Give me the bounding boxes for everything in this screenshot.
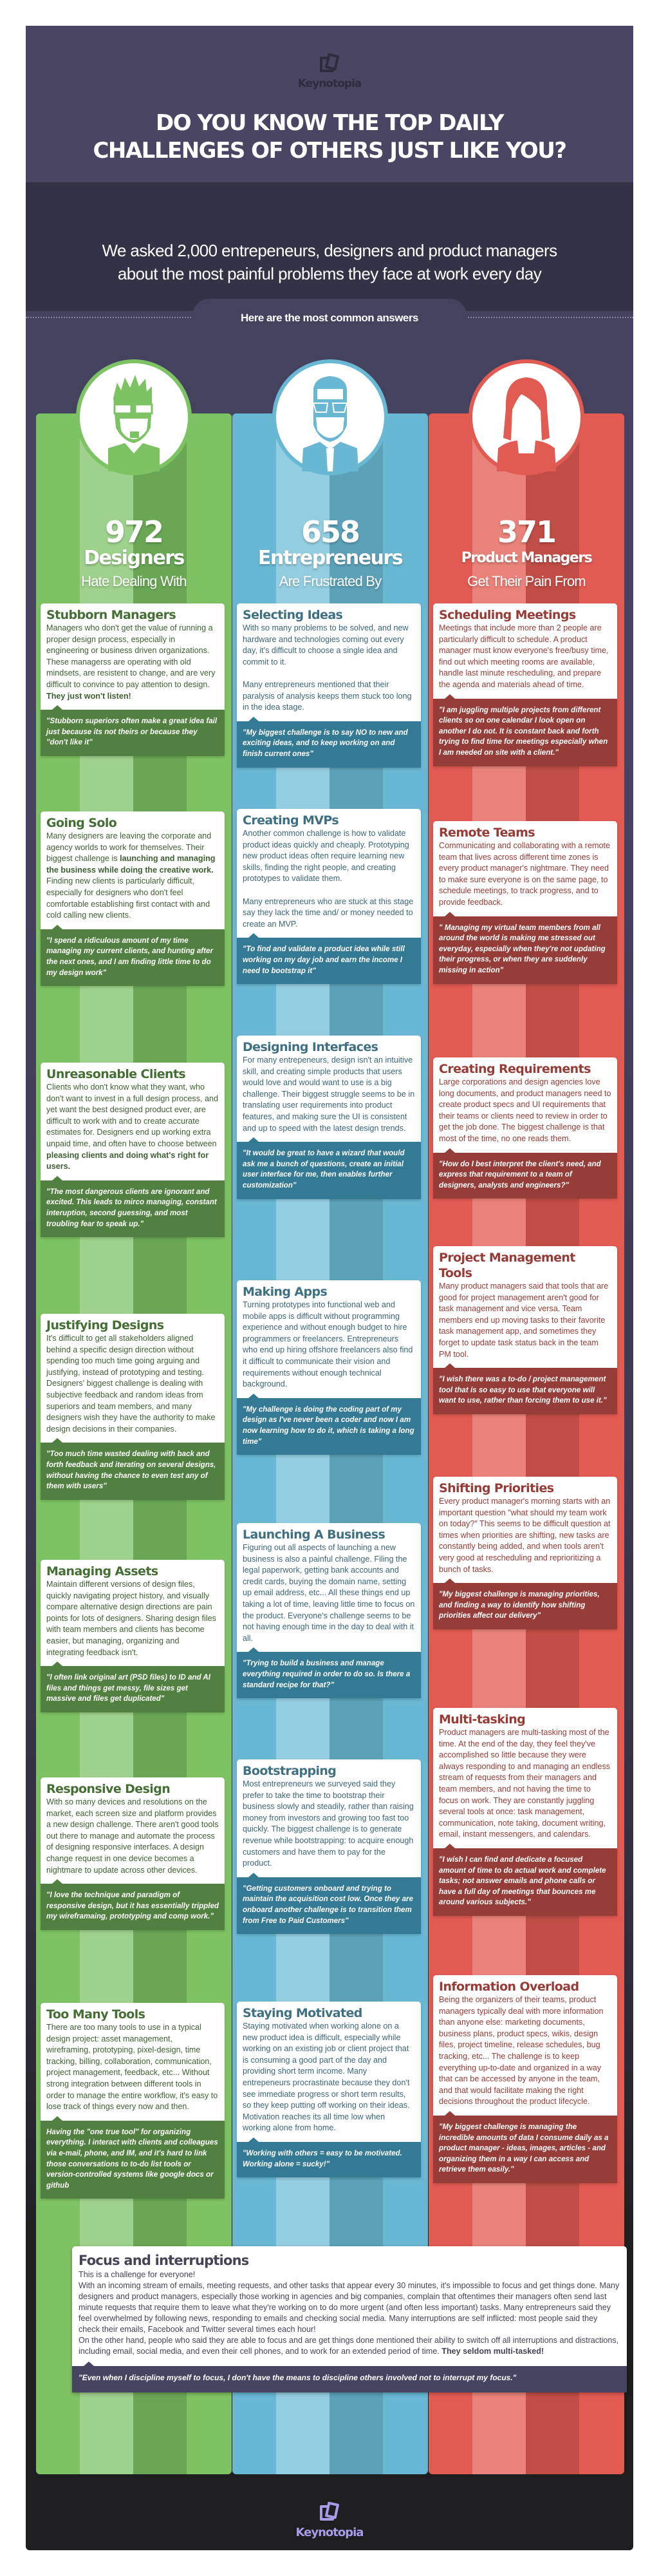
product-managers-count: 371 [497,515,556,549]
challenge-quote: "My challenge is doing the coding part of my design as I've never been a coder and now I am now learning how to do it, which is taking a long time" [237,1398,421,1455]
product-manager-avatar-icon [469,359,584,475]
focus-title: Focus and interruptions [79,2253,249,2268]
challenge-card: Going Solo Many designers are leaving the corporate and agency worlds to work for themselves. Their biggest challenge is launching and managing the business while doing the creative work. Finding new clients is particularly difficult, especially for designers who don't feel comfortable establishing first contact with and cold calling new clients. "I spend a ridiculous amount of my time managing my current clients, and hunting after the next ones, and I am finding little time to do my design work" [41,811,225,986]
keynotopia-logo-icon [320,2503,339,2523]
challenge-quote: "I love the technique and paradigm of responsive design, but it has essentially trippled my wireframaing, prototyping and comp work." [41,1884,225,1930]
challenge-quote: " Managing my virtual team members from all around the world is making me stressed out everyday, especially when they're not updating their progress, or when they are suddenly missing in action" [433,916,617,984]
intro-section [26,182,633,311]
intro-text: We asked 2,000 entrepeneurs, designers and product managers about the most painful problems they face at work every day [102,241,557,283]
product-managers-role: Product Managers [461,550,592,566]
entrepreneurs-role: Entrepreneurs [257,547,403,569]
entrepreneurs-count: 658 [301,515,360,549]
challenge-card: Justifying Designs It's difficult to get all stakeholders aligned behind a specific design direction without spending too much time going arguing and justifying, instead of prototyping and testing. Designers' biggest challenge is dealing with subjective feedback and random ideas from superiors and team members, and many designers wish they have the authority to make design decisions in their companies. "Too much time wasted dealing with back and forth feedback and iterating on several designs, without having the chance to even test any of them with users" [41,1314,225,1500]
focus-quote: "Even when I discipline myself to focus, I don't have the means to discipline others involved not to interrupt my focus." [72,2366,627,2392]
challenge-quote: "My biggest challenge is to say NO to new and exciting ideas, and to keep working on and finish current ones" [237,721,421,768]
answers-label: Here are the most common answers [192,299,467,337]
footer-credit: Designed in Apple Keynote using Keynotopia Templates [241,2555,418,2563]
footer-brand: Keynotopia [295,2526,364,2539]
challenge-quote: "I wish I can find and dedicate a focused amount of time to do actual work and complete tasks; not answer emails and phone calls or have a full day of meetings that bounces me around various subjects." [433,1848,617,1916]
challenge-quote: "Getting customers onboard and trying to maintain the acquisition cost low. Once they are onboard another challenge is to transition them from Free to Paid Customers" [237,1877,421,1934]
designers-count: 972 [104,515,163,549]
hero-header [26,26,633,182]
challenge-card: Shifting Priorities Every product manager's morning starts with an important question "what should my team work on today?" This seems to be difficult question at times when priorities are shifting, new tasks are constantly being added, and when tools aren't very good at rescheduling and reprioritizing a bunch of tasks. "My biggest challenge is managing priorities, and finding a way to identify how shifting priorities affect our delivery" [433,1477,617,1629]
challenge-quote: "The most dangerous clients are ignorant and excited. This leads to mirco managing, constant interuption, second guessing, and most troubling fear to speak up." [41,1180,225,1237]
designers-role: Designers [84,547,184,569]
product-managers-verb: Get Their Pain From [467,573,586,589]
entrepreneurs-column [232,413,428,2474]
focus-interruptions-card: Focus and interruptions This is a challenge for everyone! With an incoming stream of emails, meeting requests, and other tasks that appear every 30 minutes, it's impossible to focus and get things done. Many designers and product managers, especially those working in agencies and big companies, complain that oftentimes their managers often send last minute requests that require them to leave what they're working on to do more urgent (and often less important) tasks. Many entrepreneurs said they feel overwhelmed by following news, responding to emails and checking social media. Many interruptions are self inflicted: most people said they check their emails, Facebook and Twitter several times each hour! On the other hand, people who said they are able to focus and are get things done mentioned their ability to switch off all interruptions and distractions, including email, social media, and even their cell phones, and to work for an extended period of time. They seldom multi-tasked! "Even when I discipline myself to focus, I don't have the means to discipline others involved not to interrupt my focus." [72,2246,627,2392]
entrepreneurs-header [232,516,428,592]
challenge-quote: "I am juggling multiple projects from different clients so on one calendar I look open on another I do not. It is constant back and forth trying to find time for meetings especially when I am needed on site with a client." [433,699,617,766]
challenge-quote: "Trying to build a business and manage everything required in order to do so. Is there a standard recipe for that?" [237,1652,421,1698]
challenge-card: Launching A Business Figuring out all aspects of launching a new business is also a painful challenge. Filing the legal paperwork, getting bank accounts and credit cards, buying the domain name, setting up email address, etc... All these things end up taking a lot of time, leaving little time to focus on the product. Everyone's challenge seems to be not having enough time in the day to deal with it all. "Trying to build a business and manage everything required in order to do so. Is there a standard recipe for that?" [237,1523,421,1698]
page-title: DO YOU KNOW THE TOP DAILY CHALLENGES OF OTHERS JUST LIKE YOU? [93,110,566,164]
designers-verb: Hate Dealing With [81,573,187,589]
entrepreneur-avatar-icon [272,359,388,475]
challenge-card: Unreasonable Clients Clients who don't know what they want, who don't want to invest in a full design process, and yet want the best designed product ever, are difficult to work with and to create accurate estimates for. Designers end up working extra unpaid time, and often have to choose between pleasing clients and doing what's right for users. "The most dangerous clients are ignorant and excited. This leads to mirco managing, constant interuption, second guessing, and most troubling fear to speak up." [41,1063,225,1237]
footer-logo [26,2503,633,2539]
challenge-quote: "My biggest challenge is managing priorities, and finding a way to identify how shifting priorities affect our delivery" [433,1583,617,1629]
challenge-quote: "How do I best interpret the client's need, and express that requirement to a team of designers, analysts and engineers?" [433,1153,617,1199]
challenge-card: Remote Teams Communicating and collaborating with a remote team that lives across different time zones is every product manager's nightmare. They need to make sure everyone is on the same page, to schedule meetings, to track progress, and to provide feedback. " Managing my virtual team members from all around the world is making me stressed out everyday, especially when they're not updating their progress, or when they are suddenly missing in action" [433,821,617,984]
entrepreneurs-verb: Are Frustrated By [279,573,382,589]
challenge-card: Scheduling Meetings Meetings that include more than 2 people are particularly difficult to schedule. A product manager must know everyone's free/busy time, find out which meeting rooms are available, handle last minute rescheduling, and prepare the agenda and materials ahead of time. "I am juggling multiple projects from different clients so on one calendar I look open on another I do not. It is constant back and forth trying to find time for meetings especially when I am needed on site with a client." [433,603,617,766]
challenge-quote: "I wish there was a to-do / project management tool that is so easy to use that everyone will want to use, rather than forcing them to use it." [433,1368,617,1414]
product-managers-header [429,516,624,592]
brand-logo [26,54,633,90]
challenge-quote: Having the "one true tool" for organizing everything. I interact with clients and colleagues via e-mail, phone, and IM, and it's hard to link those conversations to to-do list tools or version-controlled systems like google docs or github [41,2121,225,2199]
challenge-card: Managing Assets Maintain different versions of design files, quickly navigating project history, and visually compare alternative design directions are pain points for lots of designers. Sharing design files with team members and clients has become easier, but managing, organizing and integrating feedback isn't. "I often link original art (PSD files) to ID and AI files and things get messy, file sizes get massive and files get duplicated" [41,1560,225,1712]
challenge-card: Project Management Tools Many product managers said that tools that are good for project management aren't good for task management and vice versa. Team members end up moving tasks to their favorite task management app, and sometimes they forget to update task status back in the team PM tool. "I wish there was a to-do / project management tool that is so easy to use that everyone will want to use, rather than forcing them to use it." [433,1246,617,1414]
designers-header [36,516,232,592]
designer-avatar-icon [76,359,192,475]
challenge-quote: "Stubborn superiors often make a great idea fail just because its not theirs or because they "don't like it" [41,710,225,756]
challenge-quote: "Working with others = easy to be motivated. Working alone = sucky!" [237,2142,421,2177]
challenge-quote: "I often link original art (PSD files) to ID and AI files and things get messy, file sizes get massive and files get duplicated" [41,1666,225,1712]
challenge-card: Responsive Design With so many devices and resolutions on the market, each screen size and platform provides a new design challenge. There aren't good tools out there to manage and automate the process of designing responsive interfaces. A design change request in one device becomes a nightmare to update across other devices. "I love the technique and paradigm of responsive design, but it has essentially trippled my wireframaing, prototyping and comp work." [41,1777,225,1930]
challenge-quote: "Too much time wasted dealing with back and forth feedback and iterating on several designs, without having the chance to even test any of them with users" [41,1443,225,1499]
product-managers-column [429,413,624,2474]
keynotopia-logo-icon [320,54,339,75]
challenge-card: Too Many Tools There are too many tools to use in a typical design project: asset management, wireframing, prototyping, pixel-design, time tracking, billing, collaboration, communication, project management, feedback, etc... Without strong integration between different tools in order to manage the entire workflow, it's easy to lose track of things every now and then. Having the "one true tool" for organizing everything. I interact with clients and colleagues via e-mail, phone, and IM, and it's hard to link those conversations to to-do list tools or version-controlled systems like google docs or github [41,2003,225,2199]
challenge-card: Making Apps Turning prototypes into functional web and mobile apps is difficult without programming experience and without enough budget to hire programmers or freelancers. Entrepreneurs who end up hiring offshore freelancers also find it difficult to communicate their vision and requirements without enough technical background. "My challenge is doing the coding part of my design as I've never been a coder and now I am now learning how to do it, which is taking a long time" [237,1280,421,1455]
challenge-card: Information Overload Being the organizers of their teams, product managers typically deal with more information than anyone else: marketing documents, business plans, product specs, wikis, design files, project timeline, release schedules, bug tracking, etc... The challenge is to keep everything up-to-date and organized in a way that can be accessed by anyone in the team, and that would facilitate making the right decisions throughout the product lifecycle. "My biggest challenge is managing the incredible amounts of data I consume daily as a product manager - ideas, images, articles - and organizing them in a way I can access and retrieve them easily." [433,1975,617,2183]
challenge-card: Stubborn Managers Managers who don't get the value of running a proper design process, especially in engineering or business driven organizations. These managerss are operating with old mindsets, are resistent to change, and are very difficult to convince to pay attention to design. They just won't listen! "Stubborn superiors often make a great idea fail just because its not theirs or because they "don't like it" [41,603,225,756]
designers-column [36,413,232,2474]
challenge-card: Bootstrapping Most entrepreneurs we surveyed said they prefer to take the time to bootstrap their business slowly and steadily, rather than raising money from investors and growing too fast too quickly. The biggest challenge is to generate revenue while bootstrapping: to acquire enough customers and have them to pay for the product. "Getting customers onboard and trying to maintain the acquisition cost low. Once they are onboard another challenge is to transition them from Free to Paid Customers" [237,1759,421,1934]
brand-name: Keynotopia [297,77,362,90]
challenge-card: Multi-tasking Product managers are multi-tasking most of the time. At the end of the day, they feel they've accomplished so little because they were always responding to and managing an endless stream of requests from their managers and team members, and not having the time to focus on work. They are constantly juggling several tools at once: task management, communication, note taking, document writing, email, instant messengers, and calendars. "I wish I can find and dedicate a focused amount of time to do actual work and complete tasks; not answer emails and phone calls or have a full day of meetings that bounces me around various subjects." [433,1708,617,1916]
challenge-card: Selecting Ideas With so many problems to be solved, and new hardware and technologies coming out every day, it's difficult to choose a single idea and commit to it. Many entrepreneurs mentioned that their paralysis of analysis keeps them stuck too long in the idea stage. "My biggest challenge is to say NO to new and exciting ideas, and to keep working on and finish current ones" [237,603,421,768]
challenge-quote: "It would be great to have a wizard that would ask me a bunch of questions, create an initial user interface for me, then enables further customization" [237,1142,421,1198]
challenge-card: Creating Requirements Large corporations and design agencies love long documents, and product managers need to create product specs and UI requirements that their teams or clients need to review in order to get the job done. The biggest challenge is that most of the time, no one reads them. "How do I best interpret the client's need, and express that requirement to a team of designers, analysts and engineers?" [433,1057,617,1198]
challenge-quote: "To find and validate a product idea while still working on my day job and earn the income I need to bootstrap it" [237,938,421,984]
challenge-quote: "My biggest challenge is managing the incredible amounts of data I consume daily as a product manager - ideas, images, articles - and organizing them in a way I can access and retrieve them easily." [433,2116,617,2183]
infographic-poster [26,26,633,2563]
challenge-card: Creating MVPs Another common challenge is how to validate product ideas quickly and cheaply. Prototyping new product ideas often require learning new skills, finding the right people, and creating prototypes to validate them. Many entrepreneurs who are stuck at this stage say they lack the time and/ or money needed to create an MVP. "To find and validate a product idea while still working on my day job and earn the income I need to bootstrap it" [237,809,421,984]
challenge-quote: "I spend a ridiculous amount of my time managing my current clients, and hunting after the next ones, and I am finding little time to do my design work" [41,929,225,986]
challenge-card: Staying Motivated Staying motivated when working alone on a new product idea is difficult, especially while working on an existing job or client project that is consuming a good part of the day and providing short term income. Many entrepeneurs procrastinate because they don't see immediate progress or short term results, so they keep putting off working on their ideas. Motivation reaches its all time low when working alone from home. "Working with others = easy to be motivated. Working alone = sucky!" [237,2002,421,2177]
challenge-card: Designing Interfaces For many entrepeneurs, design isn't an intuitive skill, and creating simple products that users would love and would want to use is a big challenge. Their biggest struggle seems to be in translating user requirements into product features, and making sure the UI is consistent and up to speed with the latest design trends. "It would be great to have a wizard that would ask me a bunch of questions, create an initial user interface for me, then enables further customization" [237,1036,421,1199]
